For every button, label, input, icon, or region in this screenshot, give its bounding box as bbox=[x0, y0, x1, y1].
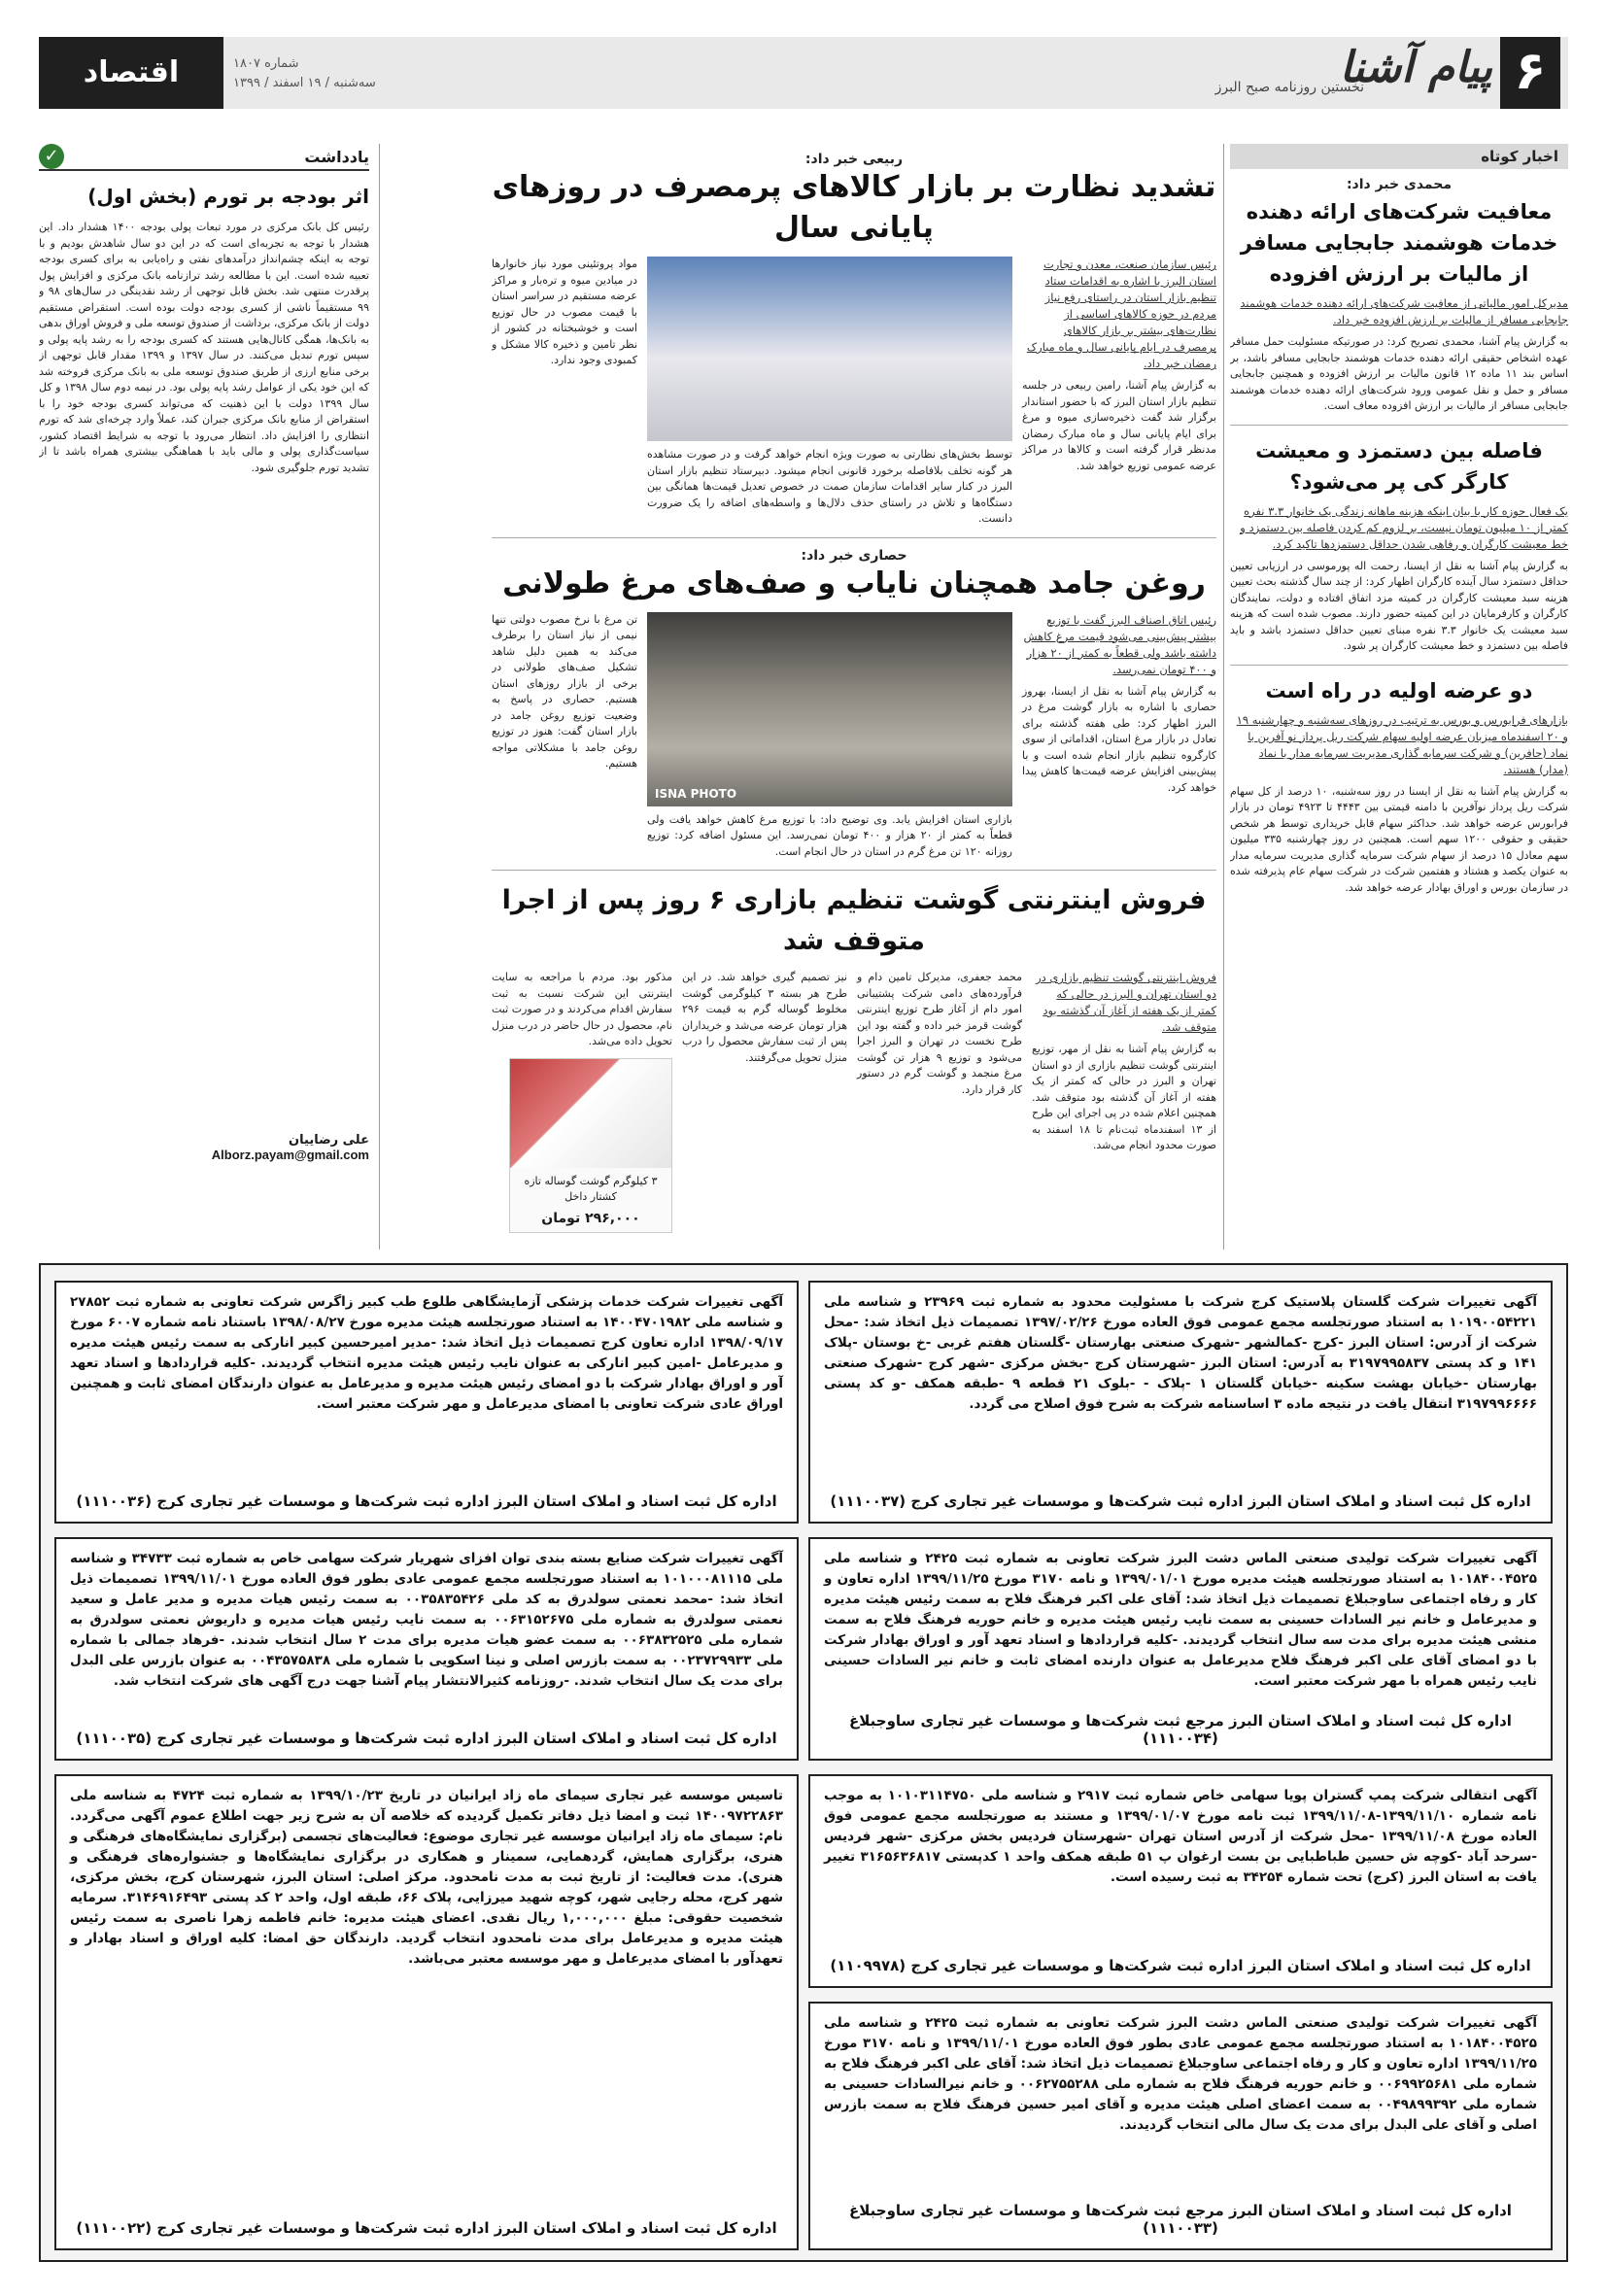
news-item-wages bbox=[1230, 435, 1568, 655]
section-label: اقتصاد bbox=[39, 37, 223, 109]
notice-footer: اداره کل ثبت اسناد و املاک استان البرز اداره ثبت شرکت‌ها و موسسات غیر تجاری کرج (۱۱۱۰۰۳۵) bbox=[76, 1730, 777, 1747]
editorial-column bbox=[39, 144, 369, 1250]
news-lead: یک فعال حوزه کار با بیان اینکه هزینه ماهانه زندگی یک خانوار ۳.۳ نفره کمتر از ۱۰ میلیون تومان نیست، بر لزوم کم کردن فاصله بین دستمزد و خط معیشت کارگران و رفاهی شدن حداقل دستمزدها تاکید کرد. bbox=[1240, 503, 1568, 551]
news-body: به گزارش پیام آشنا به نقل از ایسنا در روز سه‌شنبه، ۱۰ درصد از کل سهام شرکت ریل پرداز نوآفرین با دامنه قیمتی بین ۴۴۴۳ تا ۴۹۲۳ تومان در بازار فرابورس عرضه خواهد شد. حداکثر سهام قابل خریداری توسط هر شخص حقیقی و حقوقی ۱۲۰۰ سهم است. همچنین در روز چهارشنبه ۳۳۵ میلیون سهم معادل ۱۵ درصد از سهام شرکت سرمایه گذاری مدیریت سرمایه مدار به عنوان یکصد و هشتاد و هفتمین شرکت در شرکت سهام عام پذیرفته شده در سازمان بورس و اوراق بهادار عرضه خواهد شد. bbox=[1230, 784, 1568, 894]
divider bbox=[1230, 425, 1568, 426]
photo-credit: ISNA PHOTO bbox=[655, 786, 737, 801]
story-body: بازاری استان افزایش یابد. وی توضیح داد: با توزیع مرغ کاهش خواهد یافت ولی قطعاً به کمتر از ۲۰ هزار و ۴۰۰ تومان نمی‌رسد. این مسئول اضافه کرد: توزیع روزانه ۱۲۰ تن مرغ گرم در استان در حال انجام است. bbox=[647, 812, 1012, 858]
story-lead: فروش اینترنتی گوشت تنظیم بازاری در دو استان تهران و البرز در حالی که کمتر از یک هفته از آغاز آن گذشته بود متوقف شد. bbox=[1036, 971, 1216, 1034]
notice-footer: اداره کل ثبت اسناد و املاک استان البرز اداره ثبت شرکت‌ها و موسسات غیر تجاری کرج (۱۱۱۰۰۳۷) bbox=[830, 1492, 1531, 1510]
story-body: توسط بخش‌های نظارتی به صورت ویژه انجام خواهد گرفت و در صورت مشاهده هر گونه تخلف بلافاصله برخورد قانونی انجام میشود. دبیرستاد تنظیم بازار استان البرز در کنار سایر اقدامات سازمان صمت در خصوص تعدیل قیمت‌ها همانگی بین دستگاه‌ها و تلاش در راستای حذف دلال‌ها و واسطه‌های اضافه را یک ضرورت دانست. bbox=[647, 448, 1012, 525]
notice-footer: اداره کل ثبت اسناد و املاک استان البرز مرجع ثبت شرکت‌ها و موسسات غیر تجاری ساوجبلاغ (۱۱۱۰۰۳۴) bbox=[849, 1712, 1512, 1747]
issue-number: شماره ۱۸۰۷ bbox=[233, 56, 299, 71]
editorial-label: یادداشت bbox=[304, 147, 369, 166]
story-oil-chicken bbox=[492, 548, 1216, 861]
notice-footer: اداره کل ثبت اسناد و املاک استان البرز اداره ثبت شرکت‌ها و موسسات غیر تجاری کرج (۱۱۱۰۰۲۲) bbox=[76, 2219, 777, 2237]
notice-box bbox=[54, 1537, 799, 1761]
story-headline: روغن جامد همچنان نایاب و صف‌های مرغ طولانی bbox=[502, 565, 1206, 600]
notice-box bbox=[808, 1281, 1553, 1524]
legal-notices-section bbox=[39, 1263, 1568, 2262]
story-kicker: ربیعی خبر داد: bbox=[804, 152, 904, 167]
news-headline: معافیت شرکت‌های ارائه دهنده خدمات هوشمند جابجایی مسافر از مالیات بر ارزش افزوده bbox=[1240, 200, 1558, 286]
story-body: مذکور بود. مردم با مراجعه به سایت اینترنتی این شرکت نسبت به ثبت سفارش اقدام می‌کردند و در صورت ثبت نام، محصول در حال حاضر در درب منزل تحویل داده می‌شد. bbox=[492, 971, 672, 1047]
story-body: نیز تصمیم گیری خواهد شد. در این طرح هر بسته ۳ کیلوگرمی گوشت مخلوط گوساله گرم به قیمت ۲۹۶ هزار تومان عرضه می‌شد و خریداران پس از ثبت سفارش محصول را درب منزل تحویل می‌گرفتند. bbox=[682, 971, 847, 1064]
notice-box bbox=[808, 2002, 1553, 2250]
story-online-meat bbox=[492, 880, 1216, 1233]
notice-text: آگهی تغییرات شرکت تولیدی صنعتی الماس دشت البرز شرکت تعاونی به شماره ثبت ۲۴۲۵ و شناسه ملی ۱۰۱۸۴۰۰۴۵۲۵ به استناد صورتجلسه هیئت مدیره مورخ ۱۳۹۹/۰۱/۰۱ و نامه ۳۱۷۰ مورخ ۱۳۹۹/۱۱/۲۵ اداره تعاون و کار و رفاه اجتماعی ساوجبلاغ تصمیمات ذیل اتخاذ شد: آقای علی اکبر فرهنگ فلاح به سمت رئیس هیئت مدیره و مدیرعامل و خانم نیر السادات حسینی به سمت نایب رئیس هیئت مدیره و خانم حوریه فرهنگ فلاح به سمت منشی هیئت مدیره برای مدت سه سال انتخاب گردیدند. -کلیه قراردادها و اسناد تعهد آور و اوراق بهادار شرکت با دو امضای آقای علی اکبر فرهنگ فلاح مدیرعامل به عنوان دارنده امضای ثابت و خانم نیر السادات حسینی نایب رئیس همراه با مهر شرکت معتبر است. bbox=[824, 1551, 1537, 1689]
news-lead: بازارهای فرابورس و بورس به ترتیب در روزهای سه‌شنبه و چهارشنبه ۱۹ و ۲۰ اسفندماه میزبان عرضه اولیه سهام شرکت ریل پرداز نو آفرین با نماد (حافرین) و شرکت سرمایه گذاری مدیریت سرمایه مدار با نماد (مدار) هستند. bbox=[1236, 712, 1568, 776]
divider bbox=[492, 870, 1216, 871]
issue-info bbox=[233, 54, 376, 93]
notice-text: آگهی تغییرات شرکت صنایع بسته بندی توان افزای شهریار شرکت سهامی خاص به شماره ثبت ۳۴۷۳۳ و شناسه ملی ۱۰۱۰۰۰۸۱۱۱۵ به استناد صورتجلسه مجمع عمومی عادی بطور فوق العاده مورخ ۱۳۹۹/۱۱/۰۱ تصمیمات ذیل اتخاذ شد: -محمد نعمتی سولدرق به کد ملی ۰۰۳۵۸۳۵۴۲۶ به سمت رئیس هیات مدیره و مدیر عامل و سعید نعمتی سولدرق به شماره ملی ۰۰۶۳۱۵۲۶۷۵ به سمت نایب رئیس هیات مدیره و داریوش نعمتی سولدرق به شماره ملی ۰۰۶۳۸۳۲۵۲۵ به سمت عضو هیات مدیره برای مدت ۲ سال انتخاب شدند. -فرهاد جمالی با شماره ملی ۰۰۲۳۷۲۹۹۳۳ به سمت بازرس اصلی و نینا اسکویی با شماره ملی ۰۰۴۳۵۷۵۸۳۸ به عنوان بازرس علی البدل برای مدت یک سال انتخاب شدند. -روزنامه کثیرالانتشار پیام آشنا جهت درج آگهی های شرکت انتخاب شد. bbox=[70, 1551, 784, 1689]
divider bbox=[492, 537, 1216, 538]
news-body: به گزارش پیام آشنا به نقل از ایسنا، رحمت اله پورموسی در ارزیابی تعیین حداقل دستمزد سال آینده کارگران اظهار کرد: از چند سال گذشته بحث تعیین هزینه سبد معیشت کارگران در کمیته مزد اتفاق افتاده و دولت، نمایندگان کارگران و کارفرمایان در این کمیته حضور دارند. مصوب شده است که هزینه سبد معیشت یک خانوار ۳.۳ نفره مبنای تعیین حداقل دستمزد باشد و باید فاصله بین دستمزد و خط معیشت کارگران پر شود. bbox=[1230, 559, 1568, 652]
newspaper-logo: پیام آشنا bbox=[1339, 43, 1492, 92]
column-divider bbox=[379, 144, 380, 1250]
story-body: به گزارش پیام آشنا، رامین ربیعی در جلسه تنظیم بازار استان البرز که با حضور استاندار برگزار شد گفت ذخیره‌سازی میوه و مرغ برای ایام پایانی سال و ماه مبارک رمضان مدنظر قرار گرفته است و کالاها در مراکز عرضه عمومی توزیع خواهد شد. bbox=[1022, 379, 1216, 472]
official-photo bbox=[647, 257, 1012, 441]
notice-footer: اداره کل ثبت اسناد و املاک استان البرز اداره ثبت شرکت‌ها و موسسات غیر تجاری کرج (۱۱۱۰۰۳۶) bbox=[76, 1492, 777, 1510]
author-name: علی رضاییان bbox=[289, 1133, 369, 1148]
editorial-body: رئیس کل بانک مرکزی در مورد تبعات پولی بودجه ۱۴۰۰ هشدار داد. این هشدار با توجه به تجربه‌ای است که در این دو سال شاهدش بودیم و با توجه به اینکه چشم‌انداز درآمدهای نفتی و راه‌یابی به برای کسری بودجه تعبیه شده است. این با مطالعه رشد ترازنامه بانک مرکزی و افزایش پول پرقدرت منتهی شد. بخش قابل توجهی از رشد نقدینگی در سال‌های ۹۸ و ۹۹ مستقیماً ناشی از کسری بودجه دولت بوده است. استقراض مستقیم دولت از بانک مرکزی، برداشت از صندوق توسعه ملی و فروش اوراق بدهی به بانک‌ها، همگی کانال‌هایی هستند که کسری بودجه را به رشد پایه پولی و سپس تورم تبدیل می‌کنند. در سال ۱۳۹۷ و ۱۳۹۹ مقدار قابل توجهی از برخی منابع ارزی از طریق صندوق توسعه ملی به بانک مرکزی فروخته شد که این خود یکی از عوامل رشد پایه پولی بود. در نیمه دوم سال ۱۳۹۸ و کل سال ۱۳۹۹ دولت با این ذهنیت که می‌تواند کسری بودجه خود را با استقراض از منابع بانک مرکزی جبران کند، عملاً وارد چرخه‌ای شد که تورم انتظاری را افزایش داد. انتظار می‌رود با توجه به شرایط اقتصاد کشور، سیاست‌گذاری پولی و مالی باید با هماهنگی بیشتری همراه باشد تا از تشدید تورم جلوگیری شود. bbox=[39, 221, 369, 474]
notice-text: آگهی انتقالی شرکت پمپ گستران پویا سهامی خاص شماره ثبت ۲۹۱۷ و شناسه ملی ۱۰۱۰۳۱۱۴۷۵۰ به موجب نامه شماره ۱۳۹۹/۱۱/۱۰-۱۳۹۹/۱۱/۰۸ ثبت نامه مورخ ۱۳۹۹/۰۱/۰۷ و مستند به صورتجلسه مجمع عمومی فوق العاده مورخ ۱۳۹۹/۱۱/۰۸ -محل شرکت از آدرس استان تهران -شهرستان فردیس بخش مرکزی -شهر فردیس -سرحد آباد -کوچه ش حسین طباطبایی بن بست ارغوان پ ۵۱ طبقه همکف واحد ۱ کدپستی ۳۱۶۵۶۳۶۸۱۷ تغییر یافت به استان البرز (کرج) تحت شماره ۳۴۲۵۴ به ثبت رسیده است. bbox=[824, 1788, 1537, 1885]
main-news-column bbox=[492, 144, 1216, 1250]
story-body: محمد جعفری، مدیرکل تامین دام و فرآورده‌های دامی شرکت پشتیبانی امور دام از آغاز طرح توزیع اینترنتی گوشت قرمز خبر داده و گفته بود این طرح نخست در تهران و البرز اجرا می‌شود و توزیع ۹ هزار تن گوشت مرغ منجمد و گوشت گرم در دستور کار قرار دارد. bbox=[857, 971, 1022, 1096]
check-icon: ✓ bbox=[39, 144, 64, 169]
notice-box bbox=[54, 1281, 799, 1524]
story-headline: تشدید نظارت بر بازار کالاهای پرمصرف در روزهای پایانی سال bbox=[492, 170, 1216, 245]
news-item-ipo bbox=[1230, 675, 1568, 897]
notice-text: آگهی تغییرات شرکت گلستان پلاستیک کرج شرکت با مسئولیت محدود به شماره ثبت ۲۳۹۶۹ و شناسه ملی ۱۰۱۹۰۰۵۴۲۲۱ به استناد صورتجلسه مجمع عمومی فوق العاده مورخ ۱۳۹۷/۰۲/۲۶ تصمیمات ذیل اتخاذ شد: -محل شرکت از آدرس: استان البرز -کرج -کمالشهر -شهرک صنعتی بهارستان -گلستان هفتم غربی -خ بوستان -پلاک ۱۴۱ و کد پستی ۳۱۹۷۹۹۵۸۳۷ به آدرس: استان البرز -شهرستان کرج -بخش مرکزی -شهر کرج -شهرک صنعتی بهارستان -خیابان بهشت سکینه -خیابان گلستان ۱ -پلاک - -بلوک ۲۱ قطعه ۹ -طبقه همکف -و کد پستی ۳۱۹۷۹۹۶۶۶۶ انتقال یافت در نتیجه ماده ۳ اساسنامه شرکت به شرح فوق اصلاح می گردد. bbox=[824, 1294, 1538, 1412]
story-market-supervision bbox=[492, 152, 1216, 528]
news-headline: دو عرضه اولیه در راه است bbox=[1265, 678, 1533, 703]
story-headline: فروش اینترنتی گوشت تنظیم بازاری ۶ روز پس از اجرا متوقف شد bbox=[501, 885, 1207, 956]
notice-text: آگهی تغییرات شرکت تولیدی صنعتی الماس دشت البرز شرکت تعاونی به شماره ثبت ۲۴۲۵ و شناسه ملی ۱۰۱۸۴۰۰۴۵۲۵ به استناد صورتجلسه مجمع عمومی عادی بطور فوق العاده مورخ ۱۳۹۹/۱۱/۰۱ و نامه ۳۱۷۰ مورخ ۱۳۹۹/۱۱/۲۵ اداره تعاون و کار و رفاه اجتماعی ساوجبلاغ تصمیمات ذیل اتخاذ شد: آقای علی اکبر فرهنگ فلاح به شماره ملی ۰۰۶۹۹۲۵۶۸۱ و خانم حوریه فرهنگ فلاح به شماره ملی ۰۰۶۲۷۵۵۲۸۸ و خانم نیرالسادات حسینی به شماره ملی ۰۰۴۹۸۹۹۳۹۲ به سمت اعضای اصلی هیئت مدیره و آقای امیر حسین فرهنگ فلاح به سمت بازرس اصلی و آقای علی البدل برای مدت یک سال مالی انتخاب گردیدند. bbox=[824, 2015, 1537, 2133]
issue-date: سه‌شنبه / ۱۹ اسفند / ۱۳۹۹ bbox=[233, 76, 376, 90]
story-body: به گزارش پیام آشنا به نقل از ایسنا، بهروز حصاری با اشاره به بازار گوشت مرغ در البرز اظهار کرد: طی هفته گذشته برای تعادل در بازار مرغ استان، اقداماتی از سوی کارگروه تنظیم بازار انجام شده است و با پیش‌بینی افزایش عرضه قیمت‌ها کاهش پیدا خواهد کرد. bbox=[1022, 684, 1216, 794]
page-number: ۶ bbox=[1500, 37, 1560, 109]
story-body: تن مرغ با نرخ مصوب دولتی تنها نیمی از نیاز استان را برطرف می‌کند به همین دلیل شاهد تشکیل صف‌های طولانی در برخی از بازار روزهای استان هستیم. حصاری در پاسخ به وضعیت توزیع روغن جامد در بازار استان گفت: هنوز در توزیع روغن جامد با مشکلاتی مواجه هستیم. bbox=[492, 612, 637, 770]
news-body: به گزارش پیام آشنا، محمدی تصریح کرد: در صورتیکه مسئولیت حمل مسافر عهده اشخاص حقیقی ارائه دهنده خدمات هوشمند جابجایی مسافر باشد، بر اساس بند ۱۱ ماده ۱۲ قانون مالیات بر ارزش افزوده و همچنین جابجایی مسافر و حمل و نقل عمومی ورود شرکت‌های ارائه دهنده خدمات هوشمند جابجایی مسافر از مالیات بر ارزش افزوده معاف است. bbox=[1230, 335, 1568, 412]
story-body: مواد پروتئینی مورد نیاز خانوارها در میادین میوه و تره‌بار و مراکز عرضه مستقیم در سراسر استان با قیمت مصوب در حال توزیع است و خوشبختانه در کشور از نظر تامین و ذخیره کالا مشکل و کمبودی وجود ندارد. bbox=[492, 257, 637, 366]
product-price: ۲۹۶,۰۰۰ تومان bbox=[541, 1210, 640, 1226]
editorial-title: اثر بودجه بر تورم (بخش اول) bbox=[87, 185, 369, 208]
contact-email: Alborz.payam@gmail.com bbox=[211, 1148, 369, 1162]
meat-package-image bbox=[510, 1059, 671, 1168]
product-card bbox=[509, 1058, 672, 1233]
story-lead: رئیس سازمان صنعت، معدن و تجارت استان البرز با اشاره به اقدامات ستاد تنظیم بازار استان در راستای رفع نیاز مردم در حوزه کالاهای اساسی از نظارت‌های بیشتر بر بازار کالاهای پرمصرف در ایام پایانی سال و ماه مبارک رمضان خبر داد. bbox=[1026, 257, 1216, 370]
news-headline: فاصله بین دستمزد و معیشت کارگر کی پر می‌شود؟ bbox=[1255, 438, 1543, 494]
news-item-tax bbox=[1230, 177, 1568, 415]
short-news-bar: اخبار کوتاه bbox=[1230, 144, 1568, 169]
page-header bbox=[39, 37, 1568, 109]
notice-footer: اداره کل ثبت اسناد و املاک استان البرز اداره ثبت شرکت‌ها و موسسات غیر تجاری کرج (۱۱۰۹۹۷۸) bbox=[830, 1957, 1531, 1974]
product-title: ۳ کیلوگرم گوشت گوساله تازه کشتار داخل bbox=[524, 1174, 658, 1203]
notice-text: آگهی تغییرات شرکت خدمات پزشکی آزمایشگاهی طلوع طب کبیر زاگرس شرکت تعاونی به شماره ثبت ۲۷۸۵۲ و شناسه ملی ۱۴۰۰۴۷۰۱۹۸۲ به استناد صورتجلسه هیئت مدیره مورخ ۱۳۹۸/۰۸/۲۷ باستناد نامه شماره ۶۰۰۷ مورخ ۱۳۹۸/۰۹/۱۷ اداره تعاون کرج تصمیمات ذیل اتخاذ شد: -مدیر امیرحسین کبیر انارکی به سمت رئیس هیئت مدیره و مدیرعامل -امین کبیر انارکی به عنوان نایب رئیس هیئت مدیره انتخاب گردیدند. -کلیه قراردادها و اسناد تعهد آور و اوراق بهادار شرکت با دو امضای رئیس هیئت مدیره و مدیرعامل به عنوان دارندگان امضای ثابت و همچنین اوراق عادی شرکت تعاونی با امضای مدیرعامل و مهر شرکت معتبر است. bbox=[69, 1294, 783, 1412]
notice-footer: اداره کل ثبت اسناد و املاک استان البرز مرجع ثبت شرکت‌ها و موسسات غیر تجاری ساوجبلاغ (۱۱۱۰۰۳۳) bbox=[849, 2202, 1512, 2237]
editorial-header bbox=[39, 144, 369, 171]
newspaper-tagline: نخستین روزنامه صبح البرز bbox=[1214, 80, 1364, 95]
short-news-column bbox=[1230, 144, 1568, 1250]
notice-box bbox=[54, 1774, 799, 2250]
notice-box bbox=[808, 1537, 1553, 1761]
divider bbox=[1230, 665, 1568, 666]
column-divider bbox=[1223, 144, 1224, 1250]
queue-photo bbox=[647, 612, 1012, 806]
notice-text: تاسیس موسسه غیر تجاری سیمای ماه زاد ایرانیان در تاریخ ۱۳۹۹/۱۰/۲۳ به شماره ثبت ۴۷۲۴ به شناسه ملی ۱۴۰۰۹۷۲۲۸۶۳ ثبت و امضا ذیل دفاتر تکمیل گردیده که خلاصه آن به شرح زیر جهت اطلاع عموم آگهی می‌گردد. نام: سیمای ماه زاد ایرانیان موسسه غیر تجاری موضوع: فعالیت‌های تجسمی (برگزاری نمایشگاه‌های فرهنگی و هنری، برگزاری همایش، گردهمایی، سمینار و همکاری در برگزاری نمایشگاه‌ها و جشنواره‌های فرهنگی و هنری). مدت فعالیت: از تاریخ ثبت به مدت نامحدود. مرکز اصلی: استان البرز، شهرستان کرج، بخش مرکزی، شهر کرج، محله رجایی شهر، کوچه شهید میرزایی، پلاک ۶۶، طبقه اول، واحد ۲ کد پستی ۳۱۴۶۹۱۶۴۹۳. سرمایه شخصیت حقوقی: مبلغ ۱,۰۰۰,۰۰۰ ریال نقدی. اعضای هیئت مدیره: خانم فاطمه زهرا ناصری به سمت رئیس هیئت مدیره و مدیرعامل برای مدت نامحدود انتخاب گردید. دارندگان حق امضا: کلیه اوراق و اسناد بهادار و تعهدآور با امضای مدیرعامل و مهر موسسه معتبر می‌باشد. bbox=[70, 1788, 784, 1967]
story-lead: رئیس اتاق اصناف البرز گفت با توزیع بیشتر پیش‌بینی می‌شود قیمت مرغ کاهش داشته باشد ولی قطعاً به کمتر از ۲۰ هزار و ۴۰۰ تومان نمی‌رسد. bbox=[1023, 612, 1216, 676]
story-kicker: حصاری خبر داد: bbox=[801, 547, 907, 564]
news-kicker: محمدی خبر داد: bbox=[1346, 177, 1453, 192]
news-lead: مدیرکل امور مالیاتی از معافیت شرکت‌های ارائه دهنده خدمات هوشمند جابجایی مسافر از مالیات بر ارزش افزوده خبر داد. bbox=[1240, 296, 1568, 326]
notice-box bbox=[808, 1774, 1553, 1988]
story-body: به گزارش پیام آشنا به نقل از مهر، توزیع اینترنتی گوشت تنظیم بازاری از دو استان تهران و البرز در حالی که کمتر از یک هفته از آغاز آن گذشته بود متوقف شد. همچنین اعلام شده در پی اجرای این طرح از ۱۳ اسفندماه ثبت‌نام تا ۱۸ اسفند به صورت محدود انجام می‌شد. bbox=[1032, 1043, 1216, 1151]
